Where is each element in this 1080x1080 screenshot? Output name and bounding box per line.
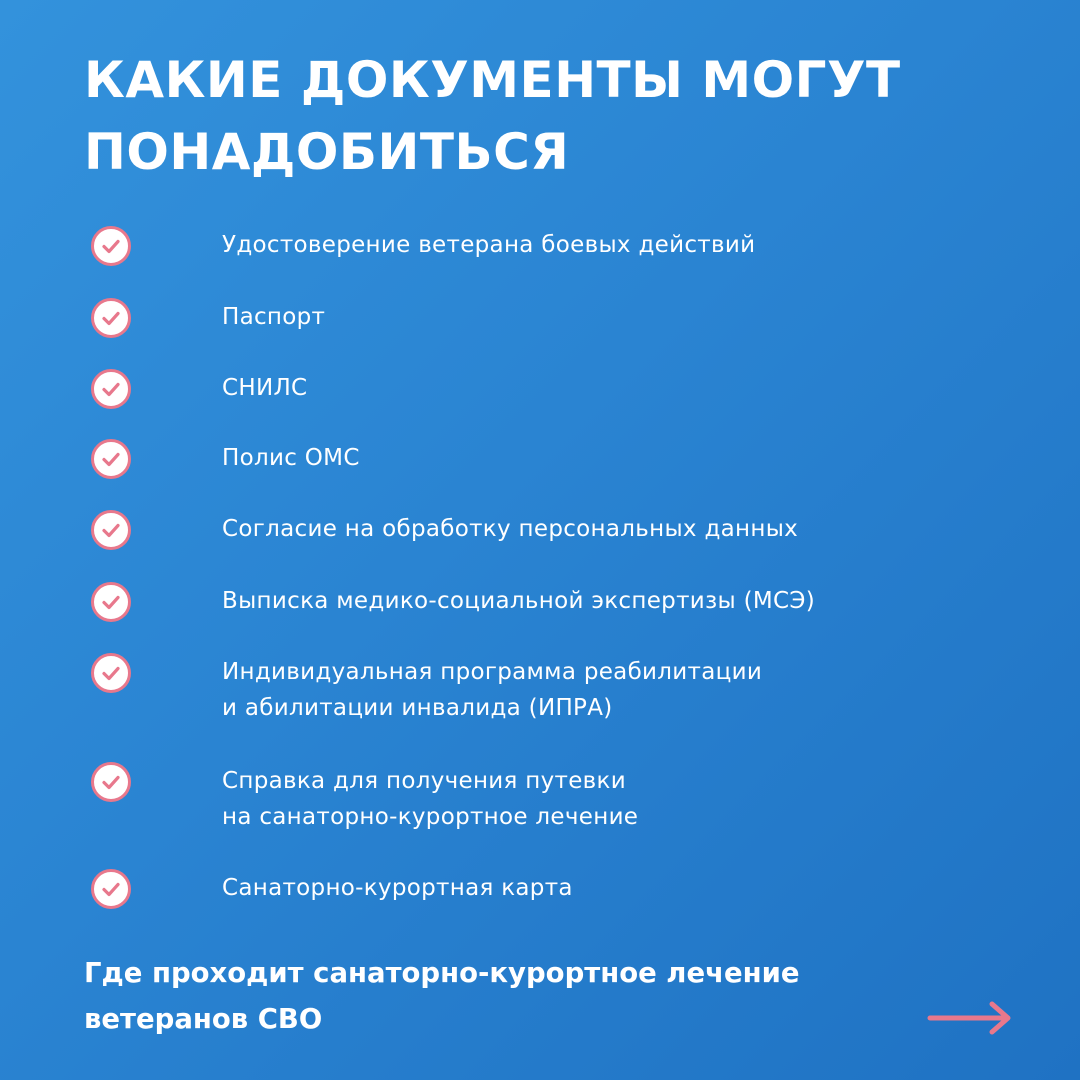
- page-title-line-1: КАКИЕ ДОКУМЕНТЫ МОГУТ: [84, 51, 901, 109]
- check-circle-icon: [91, 298, 131, 338]
- check-circle-icon: [91, 369, 131, 409]
- document-name: Выписка медико-социальной экспертизы (МСЭ): [222, 588, 816, 614]
- document-name: Санаторно-курортная карта: [222, 875, 573, 901]
- check-circle-icon: [91, 510, 131, 550]
- document-name: Полис ОМС: [222, 445, 360, 471]
- check-circle-icon: [91, 582, 131, 622]
- check-circle-icon: [91, 869, 131, 909]
- next-topic-line-2: ветеранов СВО: [84, 1003, 323, 1035]
- check-circle-icon: [91, 653, 131, 693]
- document-name: Удостоверение ветерана боевых действий: [222, 232, 756, 258]
- document-name: Паспорт: [222, 304, 326, 330]
- document-name: СНИЛС: [222, 375, 308, 401]
- document-name: Индивидуальная программа реабилитации и абилитации инвалида (ИПРА): [222, 659, 763, 721]
- arrow-right-icon[interactable]: [924, 998, 1016, 1038]
- check-circle-icon: [91, 439, 131, 479]
- check-circle-icon: [91, 226, 131, 266]
- document-name: Согласие на обработку персональных данных: [222, 516, 799, 542]
- page-title-line-2: ПОНАДОБИТЬСЯ: [84, 123, 570, 181]
- document-name: Справка для получения путевки на санаторно-курортное лечение: [222, 768, 639, 830]
- next-topic-line-1: Где проходит санаторно-курортное лечение: [84, 957, 800, 989]
- next-topic-link[interactable]: [84, 950, 924, 1042]
- check-circle-icon: [91, 762, 131, 802]
